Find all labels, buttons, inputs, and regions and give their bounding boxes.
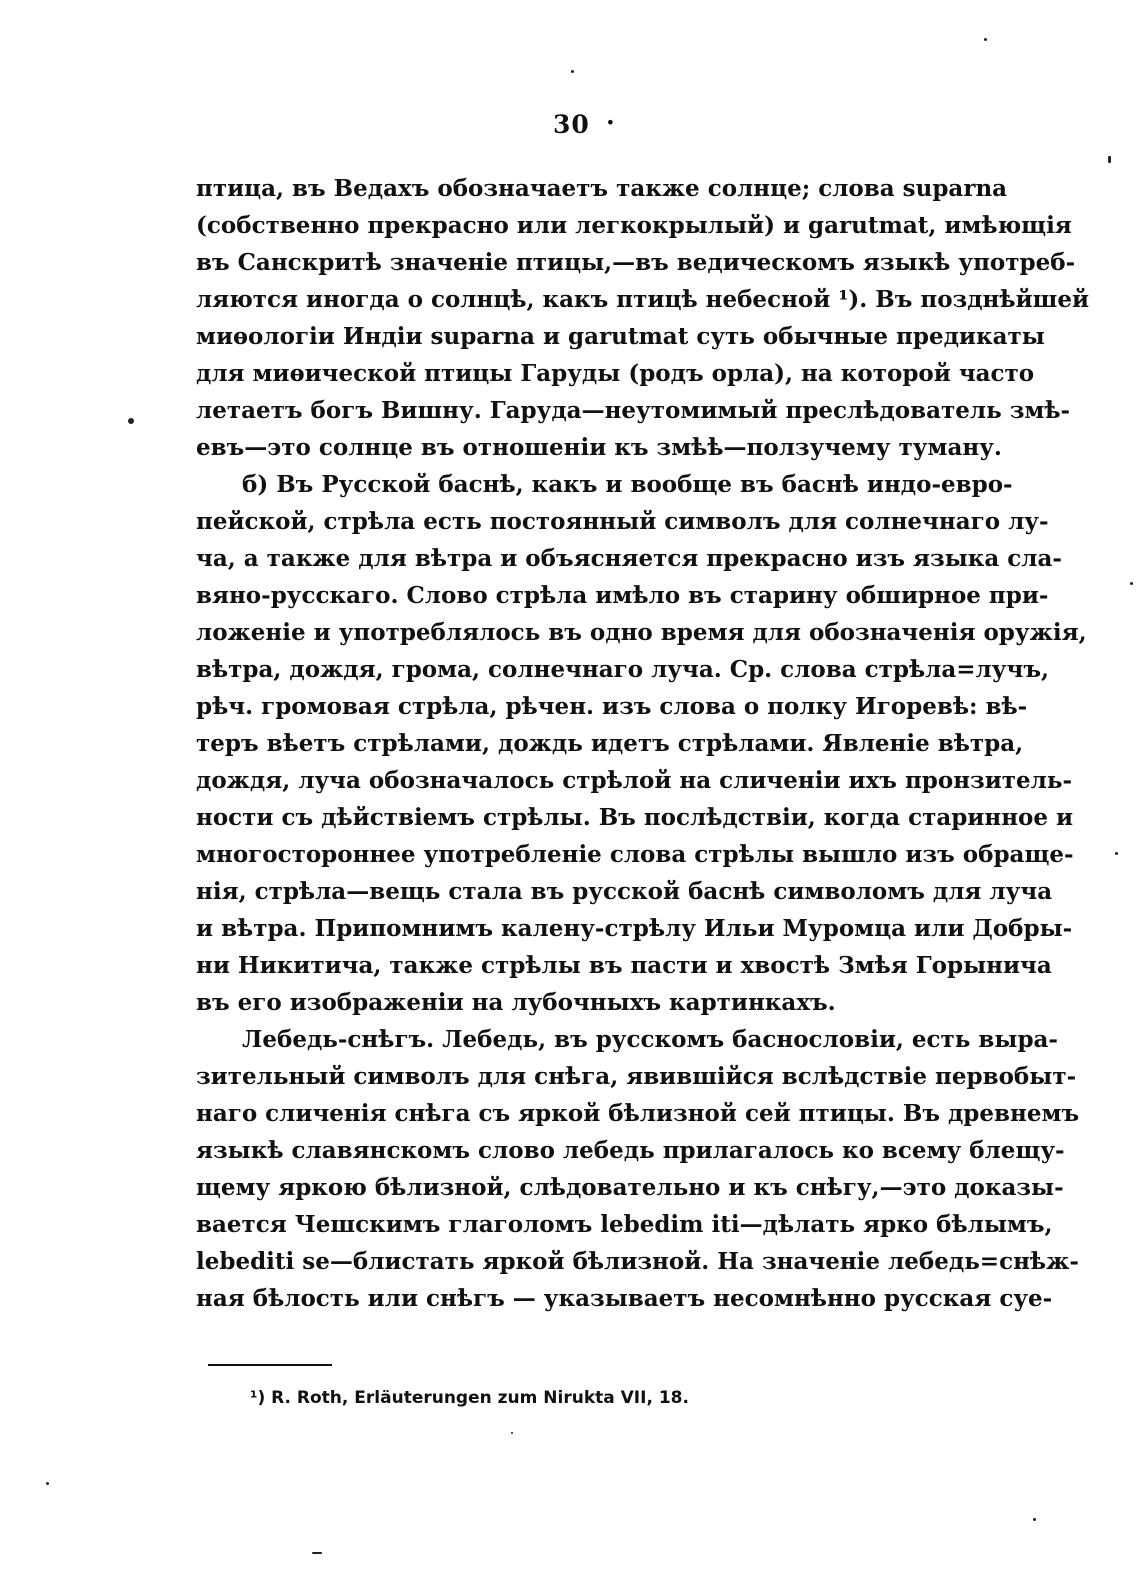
text-line: щему яркою бѣлизной, слѣдовательно и къ снѣгу,—это доказы-: [196, 1174, 1064, 1201]
scan-speck: [46, 1482, 49, 1485]
scan-speck: [511, 1432, 513, 1434]
text-line: дождя, луча обозначалось стрѣлой на сличеніи ихъ пронзитель-: [196, 767, 1073, 794]
text-line: рѣч. громовая стрѣла, рѣчен. изъ слова о полку Игоревѣ: вѣ-: [196, 693, 1028, 720]
footnote-rule: [208, 1364, 332, 1366]
page-number: 30: [553, 110, 590, 139]
text-line: ляются иногда о солнцѣ, какъ птицѣ небесной ¹). Въ позднѣйшей: [196, 286, 1090, 313]
text-line: миѳологіи Индіи suparna и garutmat суть обычные предикаты: [196, 323, 1045, 350]
text-line: вяно-русскаго. Слово стрѣла имѣло въ старину обширное при-: [196, 582, 1049, 609]
text-line: Лебедь-снѣгъ. Лебедь, въ русскомъ баснословіи, есть выра-: [242, 1026, 1058, 1053]
scan-speck: [1115, 852, 1118, 855]
text-line: птица, въ Ведахъ обозначаетъ также солнце; слова suparna: [196, 175, 1008, 202]
text-line: вѣтра, дождя, грома, солнечнаго луча. Ср. слова стрѣла=лучъ,: [196, 656, 1049, 683]
text-line: теръ вѣетъ стрѣлами, дождь идетъ стрѣлами. Явленіе вѣтра,: [196, 730, 1024, 757]
footnote: ¹) R. Roth, Erläuterungen zum Nirukta VII, 18.: [250, 1388, 689, 1408]
scan-speck: [1130, 582, 1133, 585]
text-line: и вѣтра. Припомнимъ калену-стрѣлу Ильи Муромца или Добры-: [196, 915, 1073, 942]
text-line: языкѣ славянскомъ слово лебедь прилагалось ко всему блещу-: [196, 1137, 1065, 1164]
text-line: lebediti se—блистать яркой бѣлизной. На значеніе лебедь=снѣж-: [196, 1248, 1079, 1275]
text-line: въ Санскритѣ значеніе птицы,—въ ведическомъ языкѣ употреб-: [196, 249, 1076, 276]
paragraph-3: [196, 1021, 1080, 1317]
scan-speck: [128, 418, 134, 424]
paragraph-1: [196, 170, 1090, 466]
scan-speck: [1108, 156, 1111, 163]
text-line: летаетъ богъ Вишну. Гаруда—неутомимый преслѣдователь змѣ-: [196, 397, 1071, 424]
text-line: нія, стрѣла—вещь стала въ русской баснѣ символомъ для луча: [196, 878, 1053, 905]
text-line: евъ—это солнце въ отношеніи къ змѣѣ—ползучему туману.: [196, 434, 1002, 461]
text-line: вается Чешскимъ глаголомъ lebedim iti—дѣлать ярко бѣлымъ,: [196, 1211, 1053, 1238]
text-line: пейской, стрѣла есть постоянный символъ для солнечнаго лу-: [196, 508, 1049, 535]
text-line: зительный символъ для снѣга, явившійся вслѣдствіе первобыт-: [196, 1063, 1077, 1090]
text-line: ложеніе и употреблялось въ одно время для обозначенія оружія,: [196, 619, 1087, 646]
text-line: въ его изображеніи на лубочныхъ картинкахъ.: [196, 989, 836, 1016]
text-line: наго сличенія снѣга съ яркой бѣлизной сей птицы. Въ древнемъ: [196, 1100, 1080, 1127]
text-line: (собственно прекрасно или легкокрылый) и garutmat, имѣющія: [196, 212, 1072, 239]
text-line: ности съ дѣйствіемъ стрѣлы. Въ послѣдствіи, когда старинное и: [196, 804, 1074, 831]
body-text: [196, 170, 1090, 1317]
scan-speck: [984, 38, 987, 41]
paragraph-2: [196, 466, 1087, 1021]
text-line: ная бѣлость или снѣгъ — указываетъ несомнѣнно русская суе-: [196, 1285, 1053, 1312]
scan-speck: [1033, 1518, 1036, 1521]
text-line: б) Въ Русской баснѣ, какъ и вообще въ баснѣ индо-евро-: [242, 471, 1013, 498]
scan-speck: [571, 70, 574, 73]
scan-speck: [312, 1552, 322, 1554]
text-line: ча, а также для вѣтра и объясняется прекрасно изъ языка сла-: [196, 545, 1062, 572]
page-number-dot: ·: [606, 108, 615, 137]
text-line: многостороннее употребленіе слова стрѣлы вышло изъ обраще-: [196, 841, 1074, 868]
text-line: для миѳической птицы Гаруды (родъ орла), на которой часто: [196, 360, 1035, 387]
text-line: ни Никитича, также стрѣлы въ пасти и хвостѣ Змѣя Горынича: [196, 952, 1052, 979]
